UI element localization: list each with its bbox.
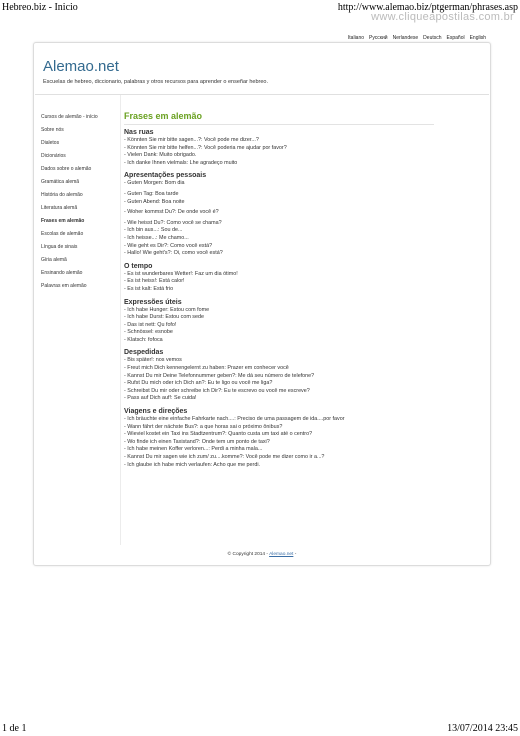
phrase-line: - Hallo! Wie geht's?: Oi, como você está? <box>124 250 223 257</box>
copyright <box>34 552 490 557</box>
copyright-text: © Copyright 2014 - <box>227 552 269 557</box>
phrase-line: - Rufst Du mich oder ich Dich an?: Eu te ligo ou você me liga? <box>124 380 273 387</box>
section-title: Expressões úteis <box>124 298 182 306</box>
sidebar-nav-item[interactable]: Ensinando alemão <box>41 270 83 276</box>
language-link[interactable]: Español <box>446 35 465 41</box>
copyright-link[interactable]: Alemao.net <box>269 552 294 557</box>
phrase-line: - Klatsch: fofoca <box>124 336 163 343</box>
phrase-line: - Kannst Du mir Deine Telefonnummer geben?: Me dá seu número de telefone? <box>124 372 315 379</box>
sidebar-nav-item[interactable]: Palavras em alemão <box>41 283 87 289</box>
phrase-line: - Guten Tag: Boa tarde <box>124 190 179 197</box>
phrase-group <box>124 271 484 294</box>
language-link[interactable]: Русский <box>369 35 388 41</box>
phrase-line: - Es ist wunderbares Wetter!: Faz um dia ótimo! <box>124 270 238 277</box>
site-tagline: Escuelas de hebreo, diccionario, palabras y otros recursos para aprender o enseñar hebreo. <box>43 79 269 85</box>
phrase-line: - Könnten Sie mir bitte sagen...?: Você pode me dizer...? <box>124 137 259 143</box>
print-footer-datetime: 13/07/2014 23:45 <box>447 723 518 734</box>
phrase-line: - Wo finde ich einen Taxistand?: Onde tem um ponto de taxi? <box>124 438 270 445</box>
phrase-section <box>124 349 484 403</box>
phrase-line: - Ich bin aus...: Sou de... <box>124 227 183 234</box>
section-title: Nas ruas <box>124 129 154 136</box>
section-title: Despedidas <box>124 349 164 357</box>
sidebar-nav-item[interactable]: História do alemão <box>41 192 83 198</box>
sidebar-nav-item[interactable]: Sobre nós <box>41 127 64 133</box>
phrase-line: - Könnten Sie mir bitte helfen...?: Você poderia me ajudar por favor? <box>124 144 287 151</box>
phrase-line: - Ich bräuchte eine einfache Fahrkarte nach....: Preciso de uma passagem de ida....por favor <box>124 416 345 423</box>
language-link[interactable]: Italiano <box>347 35 365 41</box>
sidebar-nav-item[interactable]: Dicionários <box>41 153 66 159</box>
sidebar-nav-item[interactable]: Escolas de alemão <box>41 231 84 237</box>
section-title: Apresentações pessoais <box>124 172 207 180</box>
language-link[interactable]: English <box>469 35 486 41</box>
sidebar-nav-item[interactable]: Gíria alemã <box>41 257 67 263</box>
sidebar-nav-item[interactable]: Frases em alemão <box>41 218 85 224</box>
language-link[interactable]: Deutsch <box>423 35 442 41</box>
phrase-sections <box>124 129 484 469</box>
phrase-line: - Pass auf Dich auf!: Se cuida! <box>124 395 197 402</box>
phrase-line: - Ich habe Durst: Estou com sede <box>124 314 204 321</box>
phrase-group <box>124 416 484 469</box>
phrase-line: - Ich habe Hunger: Estou com fome <box>124 306 210 313</box>
phrase-line: - Ich heisse...: Me chamo... <box>124 234 189 241</box>
phrase-section <box>124 263 484 294</box>
phrase-line: - Es ist kalt: Está frio <box>124 285 174 292</box>
phrase-line: - Ich habe meinen Koffer verloren...: Perdi a minha mala... <box>124 446 263 453</box>
phrase-line: - Schreibst Du mir oder schreibe ich Dir?: Eu te escrevo ou você me escreve? <box>124 387 310 394</box>
site-header <box>35 44 489 95</box>
phrase-line: - Es ist heiss!: Está calor! <box>124 278 185 285</box>
phrase-line: - Guten Abend: Boa noite <box>124 198 185 205</box>
phrase-line: - Wieviel kostet ein Taxi ins Stadtzentrum?: Quanto custa um taxi até o centro? <box>124 431 313 438</box>
phrase-line: - Das ist nett: Qu fofo! <box>124 321 177 328</box>
phrase-line: - Freut mich Dich kennengelernt zu haben: Prazer em conhecer você <box>124 365 289 372</box>
phrase-line: - Wie heisst Du?: Como você se chama? <box>124 219 222 226</box>
phrase-group <box>124 191 484 206</box>
phrase-line: - Guten Morgen: Bom dia <box>124 180 185 187</box>
page-title: Frases em alemão <box>124 111 434 125</box>
print-header-url: http://www.alemao.biz/ptgerman/phrases.asp <box>337 2 518 13</box>
sidebar-nav-item[interactable]: Dialetos <box>41 140 60 146</box>
print-footer-page: 1 de 1 <box>2 723 27 734</box>
phrase-line: - Vielen Dank: Muito obrigado. <box>124 152 197 159</box>
phrase-line: - Wann fährt der nächste Bus?: a que horas sai o próximo ônibus? <box>124 423 283 430</box>
sidebar-nav-item[interactable]: Língua de sinais <box>41 244 78 250</box>
sidebar-nav-item[interactable]: Dados sobre o alemão <box>41 166 92 172</box>
language-bar <box>348 35 486 41</box>
phrase-line: - Woher kommst Du?: De onde você é? <box>124 209 219 216</box>
phrase-group <box>124 209 484 217</box>
phrase-line: - Wie geht es Dir?: Como você está? <box>124 242 213 249</box>
phrase-section <box>124 408 484 469</box>
site-logo[interactable]: Alemao.net <box>43 58 119 75</box>
phrase-group <box>124 220 484 258</box>
phrase-group <box>124 137 484 167</box>
main-content <box>124 111 484 474</box>
print-header-title: Hebreo.biz - Inicio <box>2 2 78 13</box>
section-title: O tempo <box>124 262 153 270</box>
phrase-line: - Ich danke Ihnen vielmals: Lhe agradeço muito <box>124 159 238 166</box>
phrase-group <box>124 307 484 345</box>
phrase-group <box>124 180 484 188</box>
phrase-line: - Kannst Du mir sagen wie ich zum/ zu....komme?: Você pode me dizer como ir a...? <box>124 454 325 460</box>
sidebar-nav-item[interactable]: Cursos de alemão - início <box>41 114 98 120</box>
phrase-section <box>124 299 484 345</box>
copyright-suffix: - <box>294 552 297 557</box>
language-link[interactable]: Nerlandese <box>392 35 419 41</box>
phrase-group <box>124 357 484 403</box>
sidebar-nav <box>41 115 121 297</box>
watermark: www.cliqueapostilas.com.br <box>371 11 514 23</box>
phrase-line: - Schnössel: esnobe <box>124 329 173 336</box>
phrase-line: - Ich glaube ich habe mich verlaufen: Acho que me perdi. <box>124 461 261 468</box>
section-title: Viagens e direções <box>124 408 188 416</box>
phrase-section <box>124 172 484 257</box>
sidebar-nav-item[interactable]: Gramática alemã <box>41 179 80 185</box>
site-container <box>33 42 491 566</box>
phrase-line: - Bis später!: nos vemos <box>124 357 182 364</box>
sidebar-nav-item[interactable]: Literatura alemã <box>41 205 78 211</box>
phrase-section <box>124 129 484 167</box>
